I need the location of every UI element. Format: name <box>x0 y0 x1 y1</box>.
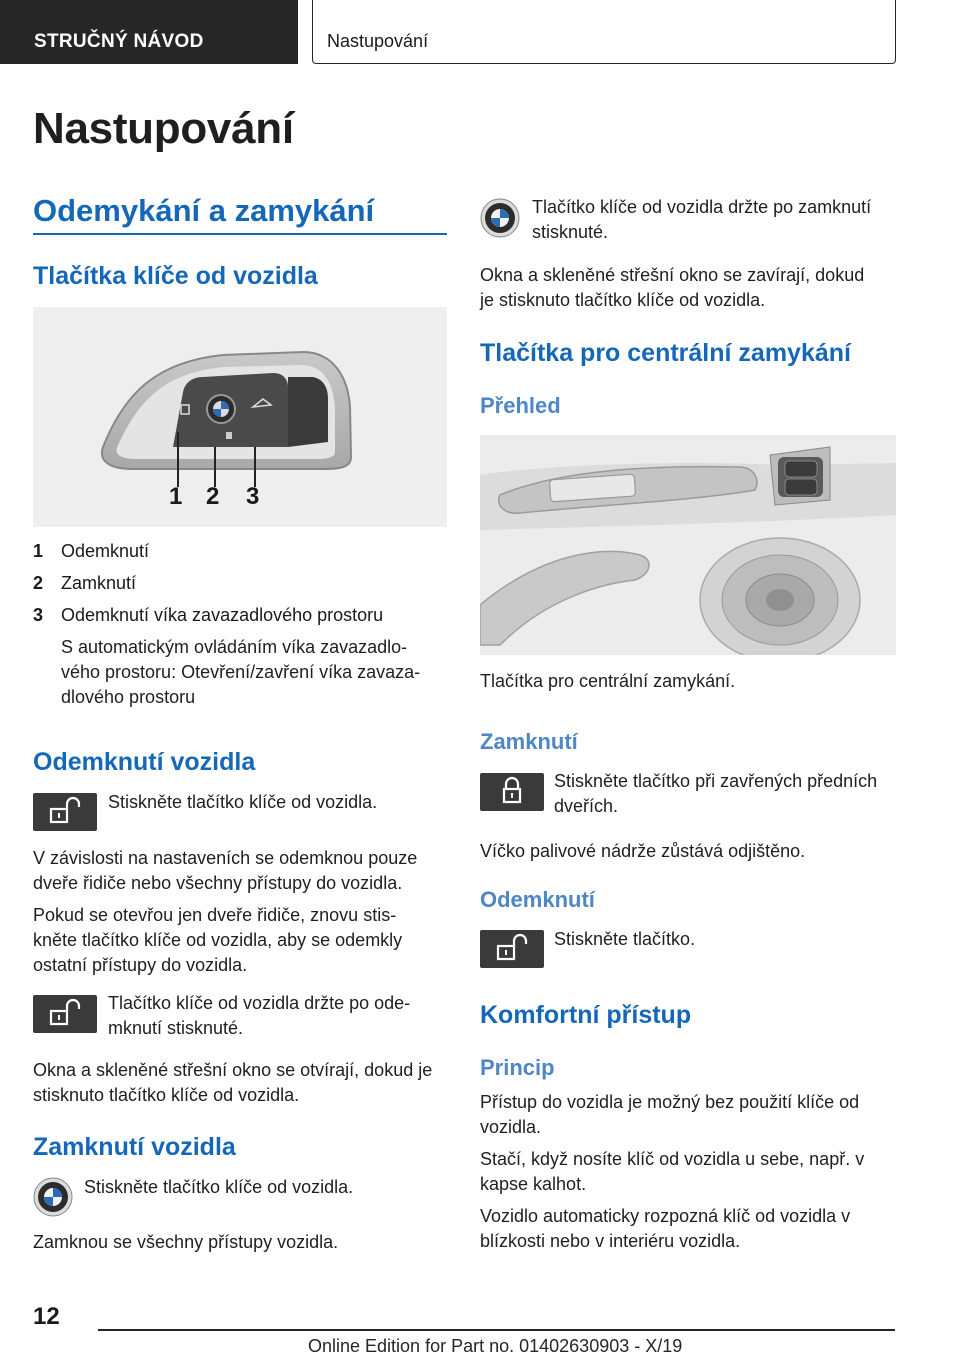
page-title: Nastupování <box>33 104 294 153</box>
lock-icon <box>480 773 544 811</box>
bmw-roundel-icon <box>480 198 520 238</box>
principle-paragraph-3: Vozidlo automaticky rozpozná klíč od vozidla v blízkosti nebo v interiéru vozidla. <box>480 1206 851 1251</box>
page-number: 12 <box>33 1303 60 1330</box>
unlock-paragraph-2: Pokud se otevřou jen dveře řidiče, znovu stis- kněte tlačítko klíče od vozidla, aby se odemkly ostatní přístupy do vozidla. <box>33 905 403 975</box>
principle-heading: Princip <box>480 1055 555 1080</box>
lock-button-step: Stiskněte tlačítko při zavřených předních dveřích. <box>554 771 878 816</box>
callout-1: 1 <box>169 483 183 510</box>
list-item-text: Odemknutí <box>61 541 150 561</box>
lock-subheading: Zamknutí <box>480 729 578 754</box>
list-item-number: 1 <box>33 541 44 561</box>
key-fob-illustration <box>33 307 447 527</box>
door-panel-illustration <box>480 435 896 655</box>
unlock-icon <box>33 995 97 1033</box>
lock-step: Stiskněte tlačítko klíče od vozidla. <box>84 1177 354 1197</box>
lock-vehicle-heading: Zamknutí vozidla <box>33 1133 236 1161</box>
figure-caption: Tlačítka pro centrální zamykání. <box>480 671 736 691</box>
principle-paragraph-2: Stačí, když nosíte klíč od vozidla u sebe, např. v kapse kalhot. <box>480 1149 865 1194</box>
bmw-roundel-icon <box>33 1177 73 1217</box>
unlock-hold-step: Tlačítko klíče od vozidla držte po ode- mknutí stisknuté. <box>108 993 411 1038</box>
page-header <box>0 0 960 66</box>
section-rule <box>33 233 447 235</box>
unlock-paragraph-3: Okna a skleněné střešní okno se otvírají, dokud je stisknuto tlačítko klíče od vozidla. <box>33 1060 433 1105</box>
section-tab: STRUČNÝ NÁVOD <box>0 0 298 64</box>
section-heading: Odemykání a zamykání <box>33 193 375 228</box>
overview-heading: Přehled <box>480 393 561 418</box>
callout-2: 2 <box>206 483 220 510</box>
principle-paragraph-1: Přístup do vozidla je možný bez použití klíče od vozidla. <box>480 1092 860 1137</box>
list-item-text: Odemknutí víka zavazadlového prostoru <box>61 605 384 625</box>
comfort-access-heading: Komfortní přístup <box>480 1001 692 1029</box>
callout-3: 3 <box>246 483 260 510</box>
list-note: S automatickým ovládáním víka zavazadlo- vého prostoru: Otevření/zavření víka zavaza- dlového prostoru <box>61 637 421 707</box>
unlock-icon <box>480 930 544 968</box>
unlock-paragraph-1: V závislosti na nastaveních se odemknou pouze dveře řidiče nebo všechny přístupy do vozidla. <box>33 848 418 893</box>
chapter-tab: Nastupování <box>312 0 896 64</box>
lock-paragraph: Zamknou se všechny přístupy vozidla. <box>33 1232 339 1252</box>
unlock-icon <box>33 793 97 831</box>
lock-hold-step: Tlačítko klíče od vozidla držte po zamknutí stisknuté. <box>532 197 872 242</box>
unlock-subheading: Odemknutí <box>480 887 595 912</box>
central-locking-heading: Tlačítka pro centrální zamykání <box>480 339 851 367</box>
footer-edition: Online Edition for Part no. 01402630903 - X/19 <box>308 1336 683 1356</box>
fuel-cap-paragraph: Víčko palivové nádrže zůstává odjištěno. <box>480 841 806 861</box>
lock-windows-paragraph: Okna a skleněné střešní okno se zavírají, dokud je stisknuto tlačítko klíče od vozidla. <box>480 265 865 310</box>
list-item-number: 3 <box>33 605 44 625</box>
footer-rule <box>98 1329 895 1331</box>
unlock-vehicle-heading: Odemknutí vozidla <box>33 748 256 776</box>
key-fob-figure <box>33 307 447 527</box>
list-item-number: 2 <box>33 573 44 593</box>
list-item-text: Zamknutí <box>61 573 137 593</box>
key-buttons-heading: Tlačítka klíče od vozidla <box>33 262 318 290</box>
unlock-button-step: Stiskněte tlačítko. <box>554 929 696 949</box>
door-panel-figure <box>480 435 896 655</box>
unlock-step: Stiskněte tlačítko klíče od vozidla. <box>108 792 378 812</box>
